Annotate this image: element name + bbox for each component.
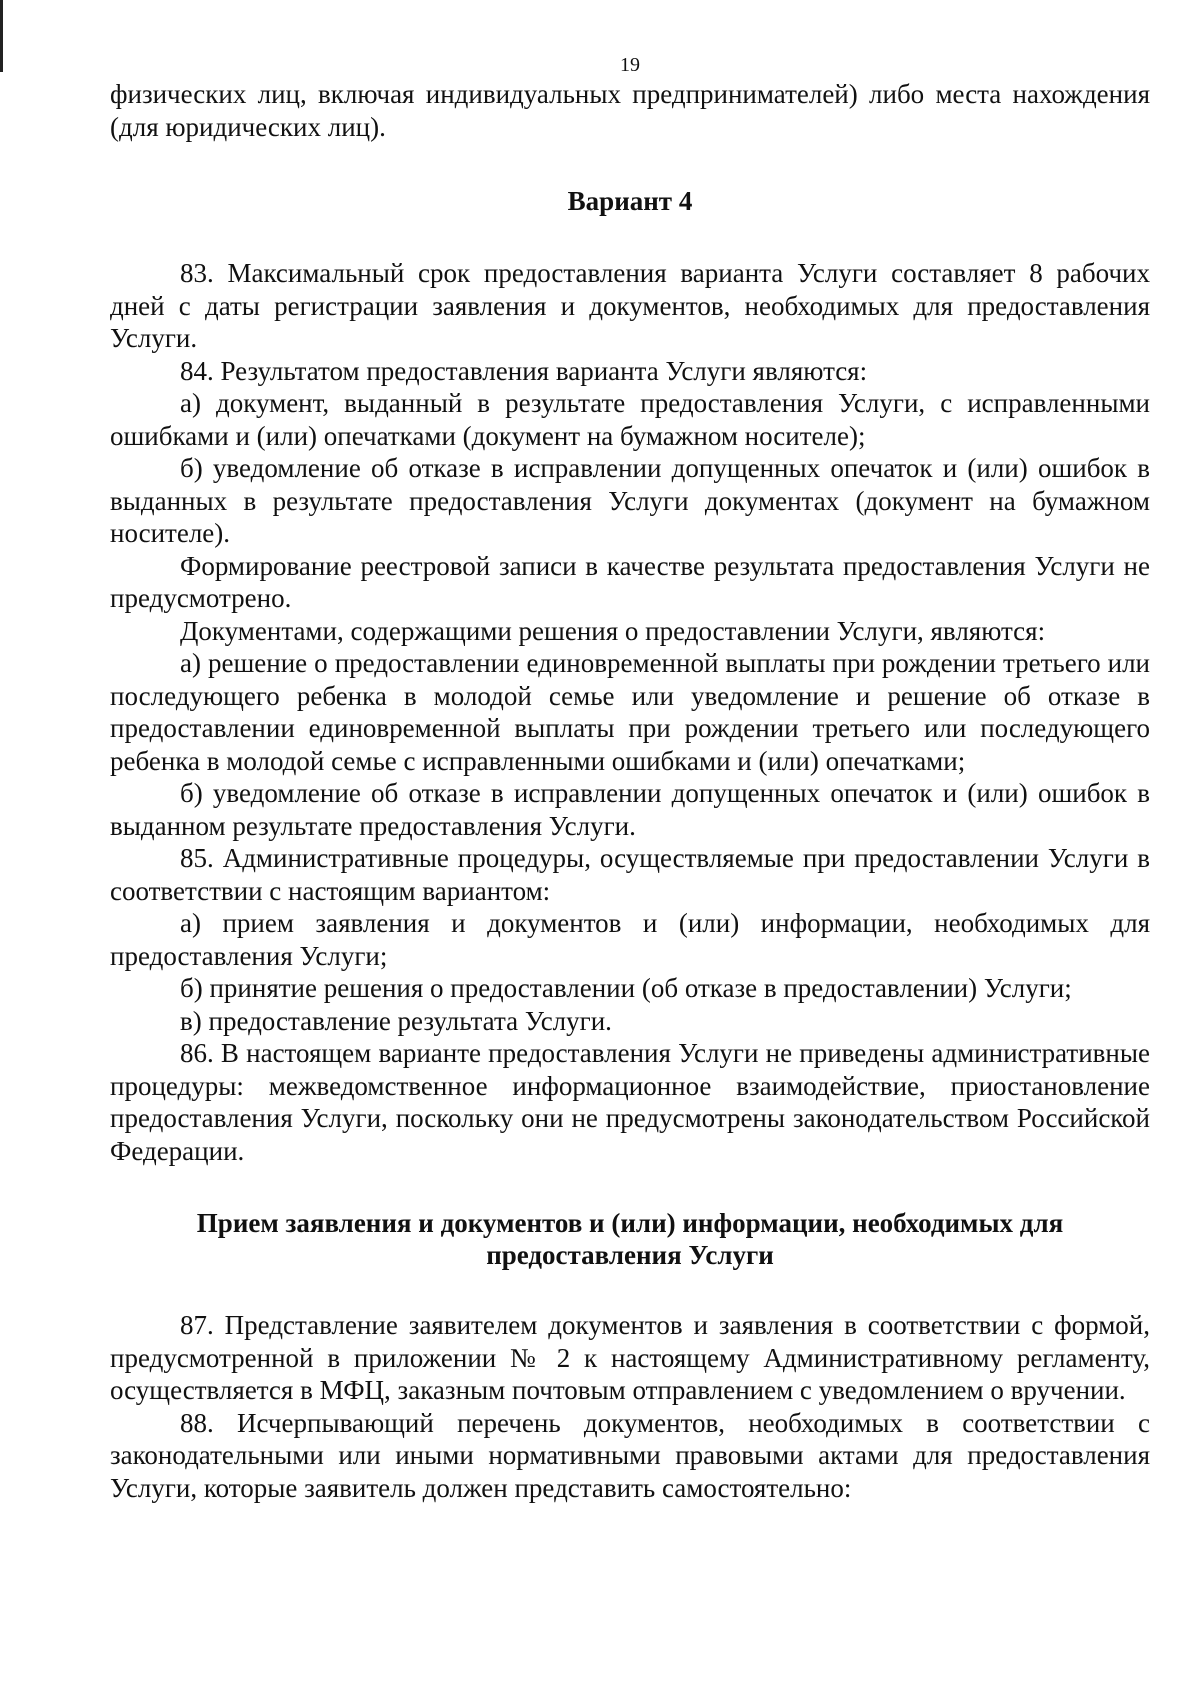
paragraph-86: 86. В настоящем варианте предоставления Услуги не приведены административные процедуры: межведомственное информационное взаимодействие, приостановление предоставления Услуги, поскольку они не предусмотрены законодательством Российской Федерации. <box>110 1038 1150 1166</box>
paragraph-84-b: б) уведомление об отказе в исправлении допущенных опечаток и (или) ошибок в выданных в результате предоставления Услуги документах (документ на бумажном носителе). <box>110 453 1150 548</box>
paragraph-84-a: а) документ, выданный в результате предоставления Услуги, с исправленными ошибками и (или) опечатками (документ на бумажном носителе); <box>110 388 1150 451</box>
section-heading: Прием заявления и документов и (или) информации, необходимых для предоставления Услуги <box>196 1208 1064 1270</box>
scan-edge-mark <box>0 0 3 72</box>
paragraph-84: 84. Результатом предоставления варианта Услуги являются: <box>180 355 868 386</box>
paragraph-decision-a: а) решение о предоставлении единовременной выплаты при рождении третьего или последующего ребенка в молодой семье или уведомление и решение об отказе в предоставлении единовременной выплаты при рождении третьего или последующего ребенка в молодой семье с исправленными ошибками и (или) опечатками; <box>110 648 1150 776</box>
variant-heading: Вариант 4 <box>567 186 693 216</box>
paragraph-85-c: в) предоставление результата Услуги. <box>180 1005 612 1036</box>
intro-paragraph: физических лиц, включая индивидуальных предпринимателей) либо места нахождения (для юридических лиц). <box>110 79 1150 142</box>
document-page <box>110 52 1150 1504</box>
page-number: 19 <box>620 54 640 76</box>
paragraph-85-a: а) прием заявления и документов и (или) информации, необходимых для предоставления Услуги; <box>110 908 1150 971</box>
paragraph-registry-record: Формирование реестровой записи в качестве результата предоставления Услуги не предусмотрено. <box>110 550 1150 613</box>
paragraph-decision-b: б) уведомление об отказе в исправлении допущенных опечаток и (или) ошибок в выданном результате предоставления Услуги. <box>110 778 1150 841</box>
paragraph-87: 87. Представление заявителем документов и заявления в соответствии с формой, предусмотренной в приложении № 2 к настоящему Административному регламенту, осуществляется в МФЦ, заказным почтовым отправлением с уведомлением о вручении. <box>110 1310 1150 1405</box>
paragraph-85: 85. Административные процедуры, осуществляемые при предоставлении Услуги в соответствии с настоящим вариантом: <box>110 843 1150 906</box>
paragraph-decision-documents: Документами, содержащими решения о предоставлении Услуги, являются: <box>180 615 1046 646</box>
paragraph-83: 83. Максимальный срок предоставления варианта Услуги составляет 8 рабочих дней с даты регистрации заявления и документов, необходимых для предоставления Услуги. <box>110 258 1150 353</box>
paragraph-88: 88. Исчерпывающий перечень документов, необходимых в соответствии с законодательными или иными нормативными правовыми актами для предоставления Услуги, которые заявитель должен представить самостоятельно: <box>110 1407 1150 1503</box>
paragraph-85-b: б) принятие решения о предоставлении (об отказе в предоставлении) Услуги; <box>180 973 1072 1003</box>
